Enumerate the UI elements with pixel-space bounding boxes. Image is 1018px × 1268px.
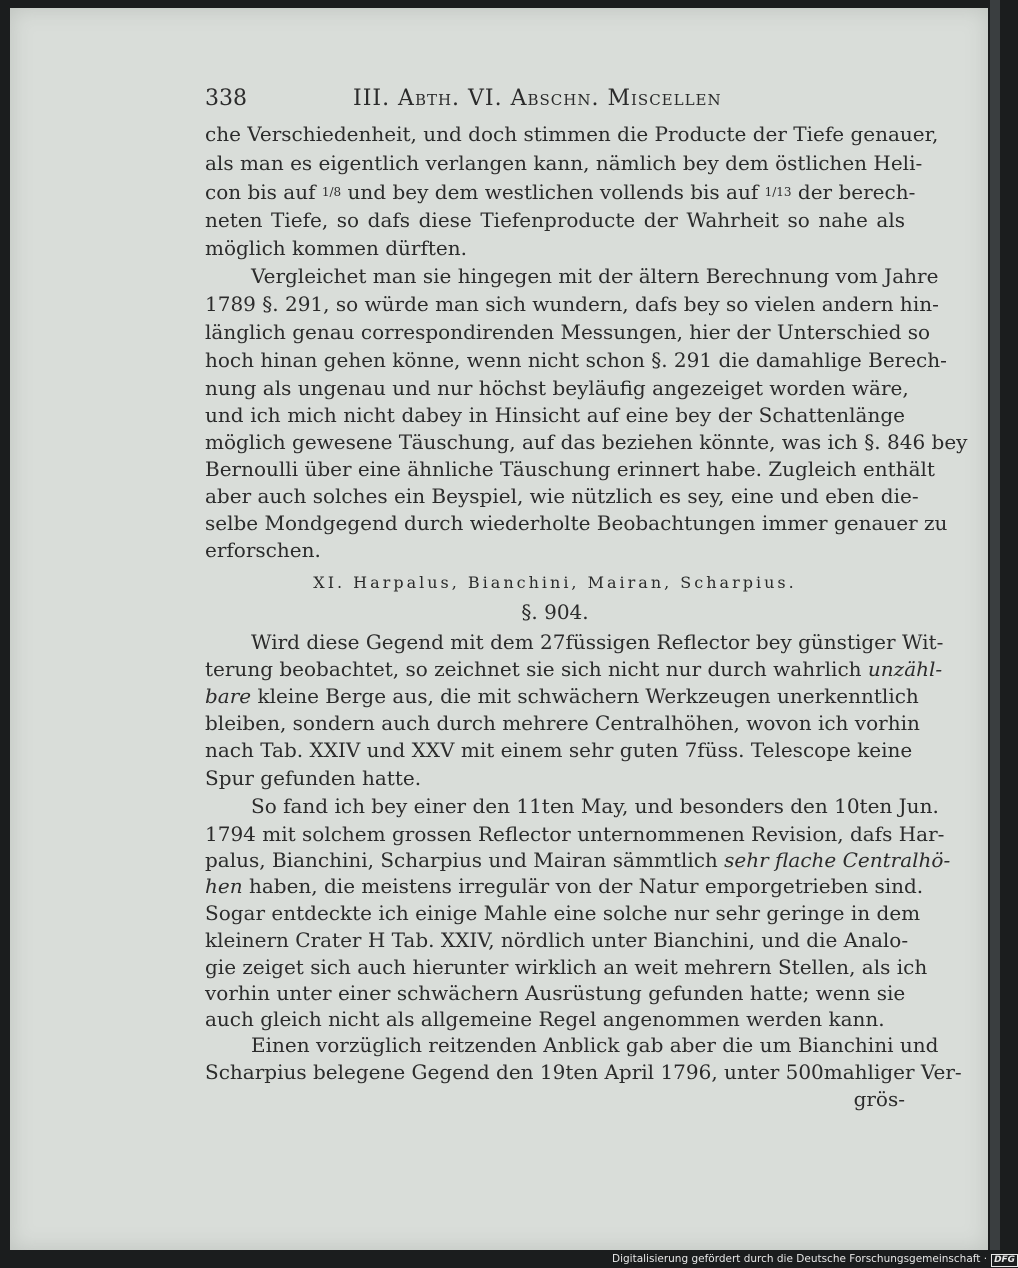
text-line: und ich mich nicht dabey in Hinsicht auf eine bey der Schattenlänge bbox=[205, 403, 905, 427]
text-line bbox=[205, 846, 951, 874]
text-line: bleiben, sondern auch durch mehrere Centralhöhen, wovon ich vorhin bbox=[205, 711, 920, 735]
section-number: §. 904. bbox=[521, 600, 589, 624]
text-fragment: haben, die meistens irregulär von der Natur emporgetrieben sind. bbox=[248, 874, 924, 898]
text-line: Bernoulli über eine ähnliche Täuschung erinnert habe. Zugleich enthält bbox=[205, 457, 935, 481]
section-title: XI. Harpalus, Bianchini, Mairan, Scharpius. bbox=[313, 573, 797, 592]
italic-text: hen bbox=[205, 874, 243, 898]
text-line: Spur gefunden hatte. bbox=[205, 766, 422, 790]
text-line: nung als ungenau und nur höchst beyläufig angezeiget worden wäre, bbox=[205, 376, 909, 400]
fraction: 1/8 bbox=[321, 185, 342, 199]
text-line: auch gleich nicht als allgemeine Regel angenommen werden kann. bbox=[205, 1007, 885, 1031]
text-line: Wird diese Gegend mit dem 27füssigen Reflector bey günstiger Wit- bbox=[251, 630, 944, 654]
catchword: grös- bbox=[853, 1087, 905, 1111]
dfg-logo: DFG bbox=[991, 1254, 1018, 1267]
text-line: Scharpius belegene Gegend den 19ten April 1796, unter 500mahliger Ver- bbox=[205, 1060, 962, 1084]
text-fragment: der berech- bbox=[797, 180, 916, 204]
text-line: 1794 mit solchem grossen Reflector unternommenen Revision, dafs Har- bbox=[205, 822, 945, 846]
credit-text: Digitalisierung gefördert durch die Deutsche Forschungsgemeinschaft · bbox=[612, 1253, 988, 1265]
text-line: 1789 §. 291, so würde man sich wundern, dafs bey so vielen andern hin- bbox=[205, 292, 939, 316]
text-line: che Verschiedenheit, und doch stimmen die Producte der Tiefe genauer, bbox=[205, 122, 939, 146]
text-line: erforschen. bbox=[205, 538, 321, 562]
text-line bbox=[205, 178, 916, 206]
text-line: Einen vorzüglich reitzenden Anblick gab aber die um Bianchini und bbox=[251, 1033, 939, 1057]
text-line: Sogar entdeckte ich einige Mahle eine solche nur sehr geringe in dem bbox=[205, 901, 921, 925]
page-number: 338 bbox=[205, 86, 247, 111]
text-line: So fand ich bey einer den 11ten May, und besonders den 10ten Jun. bbox=[251, 794, 939, 818]
running-head: III. Abth. VI. Abschn. Miscellen bbox=[353, 86, 722, 111]
text-line: möglich kommen dürften. bbox=[205, 236, 467, 260]
text-line: gie zeiget sich auch hierunter wirklich an weit mehrern Stellen, als ich bbox=[205, 955, 928, 979]
text-fragment: kleine Berge aus, die mit schwächern Werkzeugen unerkenntlich bbox=[257, 684, 919, 708]
text-line bbox=[205, 655, 943, 683]
scan-border bbox=[990, 0, 1000, 1250]
text-fragment: und bey dem westlichen vollends bis auf bbox=[347, 180, 759, 204]
book-page bbox=[10, 8, 988, 1250]
digitization-credit bbox=[612, 1250, 1016, 1268]
text-fragment: terung beobachtet, so zeichnet sie sich nicht nur durch wahrlich bbox=[205, 657, 862, 681]
italic-text: bare bbox=[205, 684, 252, 708]
text-line: aber auch solches ein Beyspiel, wie nützlich es sey, eine und eben die- bbox=[205, 484, 919, 508]
text-fragment: con bis auf bbox=[205, 180, 316, 204]
italic-text: unzähl- bbox=[867, 657, 943, 681]
text-line: Vergleichet man sie hingegen mit der ältern Berechnung vom Jahre bbox=[251, 264, 939, 288]
text-fragment: palus, Bianchini, Scharpius und Mairan sämmtlich bbox=[205, 848, 718, 872]
fraction: 1/13 bbox=[764, 185, 792, 199]
text-line: möglich gewesene Täuschung, auf das beziehen könnte, was ich §. 846 bey bbox=[205, 430, 968, 454]
text-line: hoch hinan gehen könne, wenn nicht schon §. 291 die damahlige Berech- bbox=[205, 348, 947, 372]
text-line: selbe Mondgegend durch wiederholte Beobachtungen immer genauer zu bbox=[205, 511, 948, 535]
text-line: länglich genau correspondirenden Messungen, hier der Unterschied so bbox=[205, 320, 931, 344]
text-line: nach Tab. XXIV und XXV mit einem sehr guten 7füss. Telescope keine bbox=[205, 738, 913, 762]
page-header bbox=[205, 84, 905, 114]
text-line: vorhin unter einer schwächern Ausrüstung gefunden hatte; wenn sie bbox=[205, 981, 906, 1005]
text-line: neten Tiefe, so dafs diese Tiefenproducte der Wahrheit so nahe als bbox=[205, 208, 905, 232]
text-line bbox=[205, 682, 919, 710]
italic-text: sehr flache Centralhö- bbox=[724, 848, 951, 872]
text-line bbox=[205, 872, 924, 900]
text-line: kleinern Crater H Tab. XXIV, nördlich unter Bianchini, und die Analo- bbox=[205, 928, 909, 952]
text-line: als man es eigentlich verlangen kann, nämlich bey dem östlichen Heli- bbox=[205, 151, 923, 175]
